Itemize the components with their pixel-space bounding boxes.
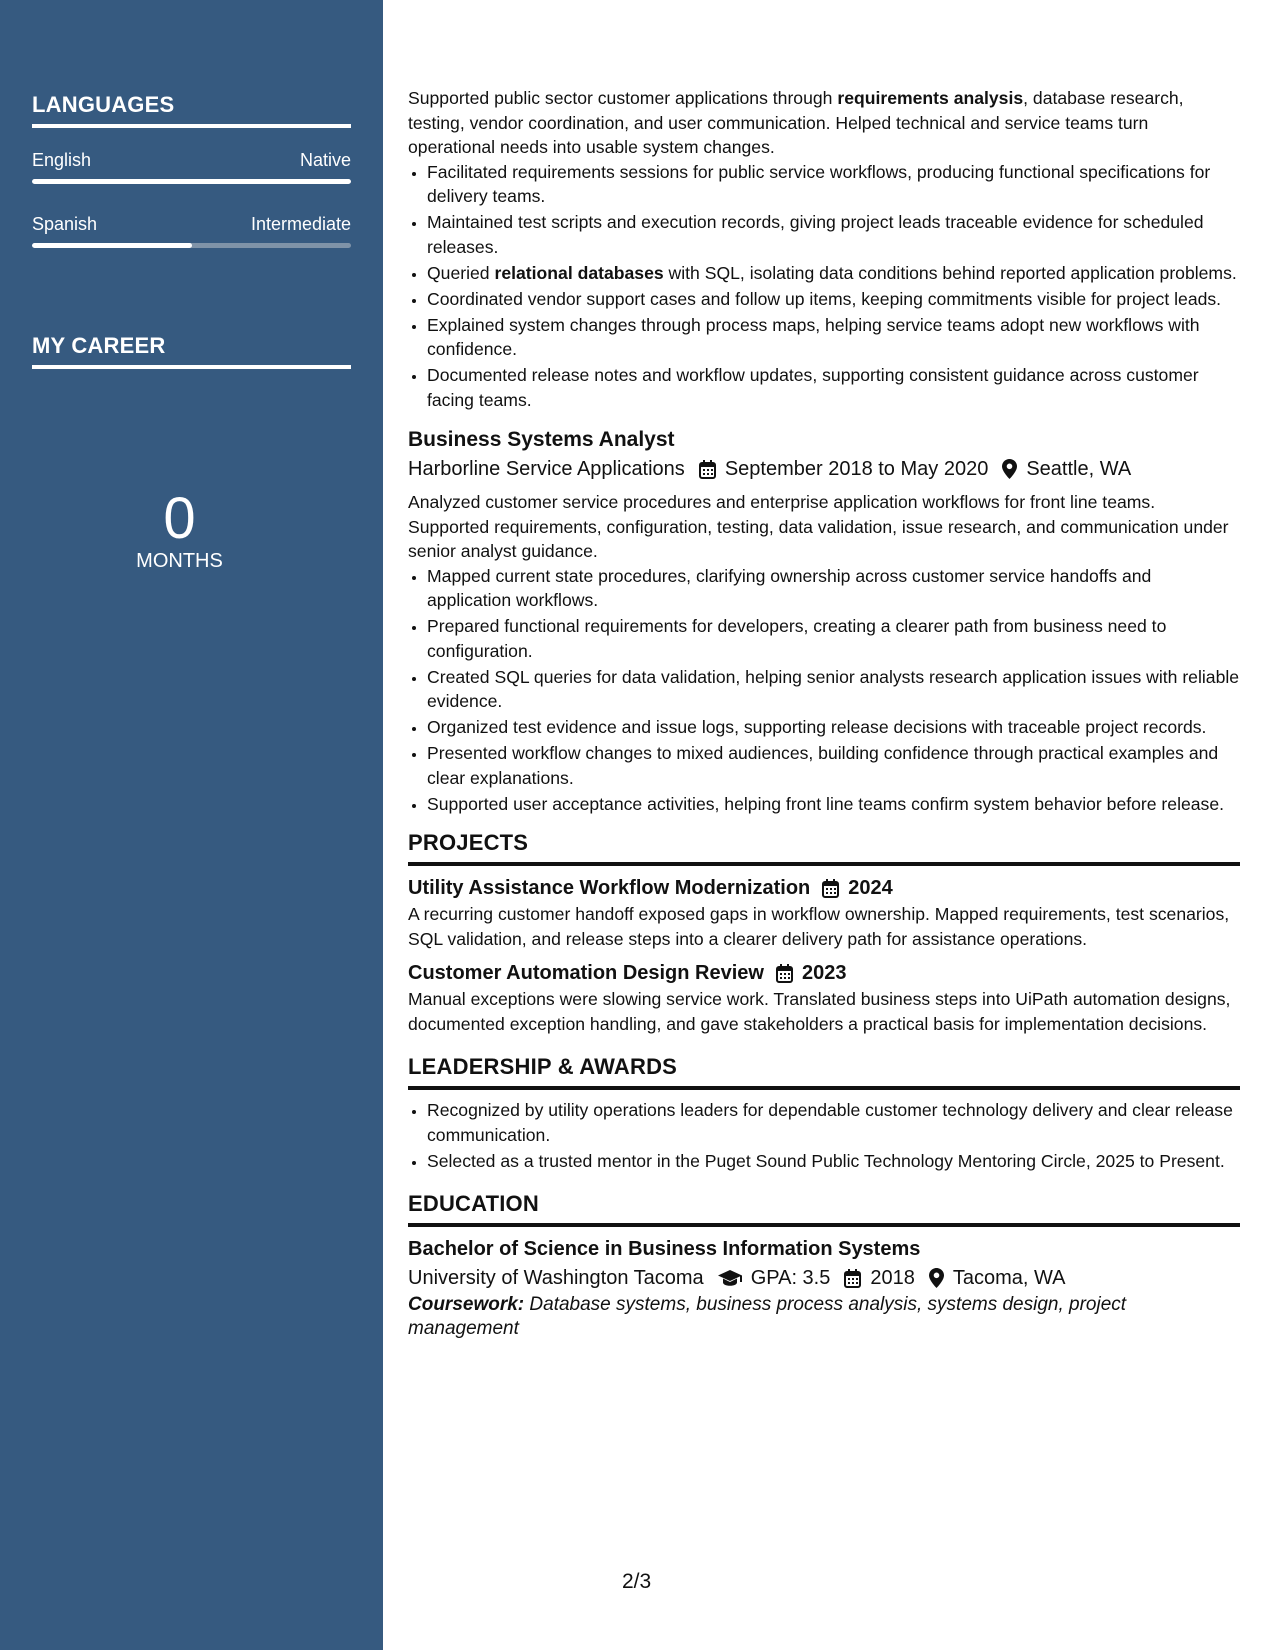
language-name: English	[32, 150, 92, 170]
language-proficiency-fill	[32, 179, 351, 184]
map-pin-icon	[1002, 459, 1017, 479]
languages-heading: LANGUAGES	[32, 92, 351, 128]
project-year: 2023	[801, 962, 847, 984]
job-summary	[408, 86, 1240, 160]
job-summary: Analyzed customer service procedures and enterprise application workflows for front line teams. Supported requirements, configuration, testing, data validation, issue research, and communication under senior analyst guidance.	[408, 492, 1229, 561]
list-item: • Coordinated vendor support cases and follow up items, keeping commitments visible for project leads.	[427, 287, 1240, 312]
job-meta	[408, 454, 1240, 484]
list-item: • Facilitated requirements sessions for public service workflows, producing functional specifications for delivery teams.	[427, 160, 1240, 209]
job-bullets	[408, 564, 1240, 817]
company-name: Harborline Service Applications	[408, 458, 685, 480]
school-location: Tacoma, WA	[952, 1267, 1066, 1289]
education-heading: EDUCATION	[408, 1189, 1240, 1227]
sidebar	[0, 0, 383, 1650]
project-title: Utility Assistance Workflow Modernization	[408, 877, 811, 899]
text: Queried	[427, 262, 495, 283]
coursework-label: Coursework:	[408, 1294, 525, 1315]
project-header	[408, 959, 1240, 987]
list-item: • Supported user acceptance activities, helping front line teams confirm system behavior before release.	[427, 792, 1240, 817]
language-proficiency-bar	[32, 179, 351, 184]
graduation-cap-icon	[718, 1269, 742, 1287]
list-item: • Presented workflow changes to mixed audiences, building confidence through practical examples and clear explanations.	[427, 741, 1240, 790]
languages-section	[32, 92, 351, 248]
job-location: Seattle, WA	[1026, 458, 1132, 480]
project-item	[408, 874, 1240, 951]
coursework-text: Database systems, business process analysis, systems design, project management	[408, 1294, 1127, 1339]
project-year: 2024	[848, 877, 893, 899]
main-content	[408, 86, 1240, 1341]
list-item: • Organized test evidence and issue logs, supporting release decisions with traceable project records.	[427, 715, 1240, 740]
text: , database research, testing, vendor coordination, and user communication. Helped technical and service teams turn operational needs into usable system changes.	[408, 88, 1184, 157]
career-months-value: 0	[163, 486, 196, 551]
text: Supported public sector customer applications through	[408, 88, 838, 108]
school-name: University of Washington Tacoma	[408, 1267, 704, 1289]
language-level: Native	[299, 150, 351, 170]
job-dates: September 2018 to May 2020	[724, 458, 989, 480]
list-item: • Recognized by utility operations leaders for dependable customer technology delivery and clear release communication.	[427, 1098, 1240, 1147]
list-item: • Explained system changes through process maps, helping service teams adopt new workflows with confidence.	[427, 313, 1240, 362]
job-business-systems-analyst	[408, 426, 1240, 816]
language-name: Spanish	[32, 214, 98, 234]
list-item: • Prepared functional requirements for developers, creating a clearer path from business need to configuration.	[427, 614, 1240, 663]
projects-section	[408, 828, 1240, 1036]
project-description: Manual exceptions were slowing service work. Translated business steps into UiPath automation designs, documented exception handling, and gave stakeholders a practical basis for implementation decisions.	[408, 989, 1231, 1034]
list-item: • Mapped current state procedures, clarifying ownership across customer service handoffs and application workflows.	[427, 564, 1240, 613]
text-bold: requirements analysis	[837, 88, 1024, 108]
job-title: Business Systems Analyst	[408, 428, 675, 451]
language-proficiency-fill	[32, 243, 192, 248]
career-heading: MY CAREER	[32, 333, 351, 369]
education-meta	[408, 1263, 1240, 1293]
calendar-icon	[699, 460, 716, 479]
map-pin-icon	[929, 1268, 944, 1288]
education-section	[408, 1189, 1240, 1341]
language-proficiency-bar	[32, 243, 351, 248]
list-item: • Selected as a trusted mentor in the Puget Sound Public Technology Mentoring Circle, 2025 to Present.	[427, 1149, 1240, 1174]
calendar-icon	[822, 879, 839, 898]
gpa: GPA: 3.5	[750, 1267, 831, 1289]
degree-title: Bachelor of Science in Business Information Systems	[408, 1238, 921, 1260]
language-item-english	[32, 150, 351, 184]
calendar-icon	[844, 1269, 861, 1288]
list-item: • Documented release notes and workflow updates, supporting consistent guidance across customer facing teams.	[427, 363, 1240, 412]
language-item-spanish	[32, 214, 351, 248]
project-item	[408, 959, 1240, 1036]
list-item	[427, 261, 1240, 286]
job-bullets	[408, 160, 1240, 413]
job-intro	[408, 86, 1240, 412]
career-section	[32, 333, 351, 369]
list-item: • Maintained test scripts and execution records, giving project leads traceable evidence for scheduled releases.	[427, 210, 1240, 259]
language-level: Intermediate	[250, 214, 351, 234]
text: with SQL, isolating data conditions behind reported application problems.	[663, 262, 1237, 283]
graduation-year: 2018	[870, 1267, 915, 1289]
page-number: 2/3	[622, 1570, 652, 1593]
career-months-unit: MONTHS	[136, 550, 223, 572]
list-item: • Created SQL queries for data validation, helping senior analysts research application issues with reliable evidence.	[427, 665, 1240, 714]
leadership-heading: LEADERSHIP & AWARDS	[408, 1052, 1240, 1090]
project-header	[408, 874, 1240, 902]
leadership-section	[408, 1052, 1240, 1173]
project-title: Customer Automation Design Review	[408, 962, 764, 984]
leadership-list	[408, 1098, 1240, 1173]
coursework	[408, 1293, 1240, 1341]
text-bold: relational databases	[494, 262, 664, 283]
projects-heading: PROJECTS	[408, 828, 1240, 866]
project-description: A recurring customer handoff exposed gaps in workflow ownership. Mapped requirements, test scenarios, SQL validation, and release steps into a clearer delivery path for assistance operations.	[408, 904, 1230, 949]
calendar-icon	[776, 964, 793, 983]
